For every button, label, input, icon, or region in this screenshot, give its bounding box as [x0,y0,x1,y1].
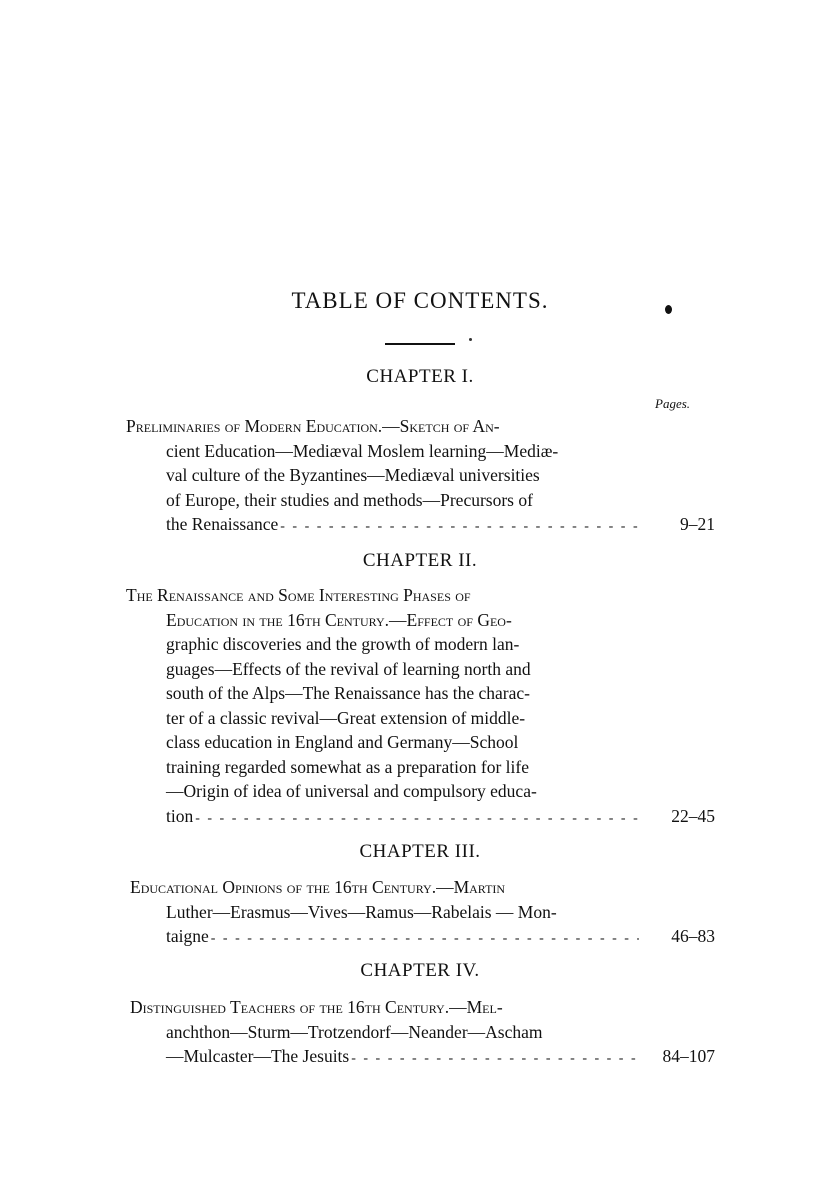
chapter-heading: CHAPTER IV. [360,960,480,981]
entry-last-line [130,804,715,829]
entry-line: south of the Alps—The Renaissance has the charac- [166,683,530,703]
entry-line: training regarded somewhat as a preparation for life [166,756,529,777]
chapter-heading: CHAPTER III. [359,841,481,862]
dot-leader [351,1047,639,1072]
entry-line: Luther—Erasmus—Vives—Ramus—Rabelais — Mon- [166,901,557,922]
ink-blot [665,305,672,314]
entry-line: Preliminaries of Modern Education.—Sketch of An- [126,416,500,436]
entry-line: ter of a classic revival—Great extension of middle- [166,707,526,728]
dot-leader [195,807,639,832]
toc-entry-chapter-1[interactable] [126,414,715,537]
entry-line: guages—Effects of the revival of learning north and [166,658,531,679]
chapter-heading: CHAPTER II. [362,550,478,571]
entry-line: taigne [166,926,209,946]
pages-column-label: Pages. [655,396,691,411]
entry-line: Distinguished Teachers of the 16th Century.—Mel- [130,997,503,1017]
entry-line: of Europe, their studies and methods—Precursors of [166,489,533,510]
entry-line: —Origin of idea of universal and compulsory educa- [166,781,537,801]
dot-leader [280,515,639,540]
page-range: 84–107 [662,1046,715,1066]
entry-line: class education in England and Germany—School [166,732,519,752]
dot-leader [211,927,639,952]
entry-line: val culture of the Byzantines—Mediæval universities [166,465,540,485]
entry-last-line [130,1044,715,1069]
page-range: 46–83 [671,926,715,946]
entry-line: Educational Opinions of the 16th Century.—Martin [130,877,506,897]
entry-line-part: Education in the 16th Century.—Effect of Geo- [166,609,512,630]
page-range: 22–45 [671,805,715,826]
entry-line: —Mulcaster—The Jesuits [166,1046,350,1066]
entry-line: tion [166,805,194,826]
entry-line [130,608,715,633]
entry-line: anchthon—Sturm—Trotzendorf—Neander—Ascham [166,1021,543,1042]
page-range: 9–21 [680,514,715,534]
toc-entry-chapter-4[interactable] [130,995,715,1069]
entry-line: the Renaissance [166,514,279,534]
title-dot [469,338,472,341]
toc-entry-chapter-3[interactable] [130,875,715,949]
toc-entry-chapter-2[interactable] [126,583,715,828]
chapter-heading: CHAPTER I. [366,366,474,387]
title-rule [385,343,455,345]
entry-line: graphic discoveries and the growth of modern lan- [166,634,520,654]
entry-line: The Renaissance and Some Interesting Phases of [126,585,471,605]
entry-last-line [130,512,715,537]
entry-line: cient Education—Mediæval Moslem learning—Mediæ- [166,440,559,461]
page-title: TABLE OF CONTENTS. [291,288,549,313]
entry-last-line [130,924,715,949]
